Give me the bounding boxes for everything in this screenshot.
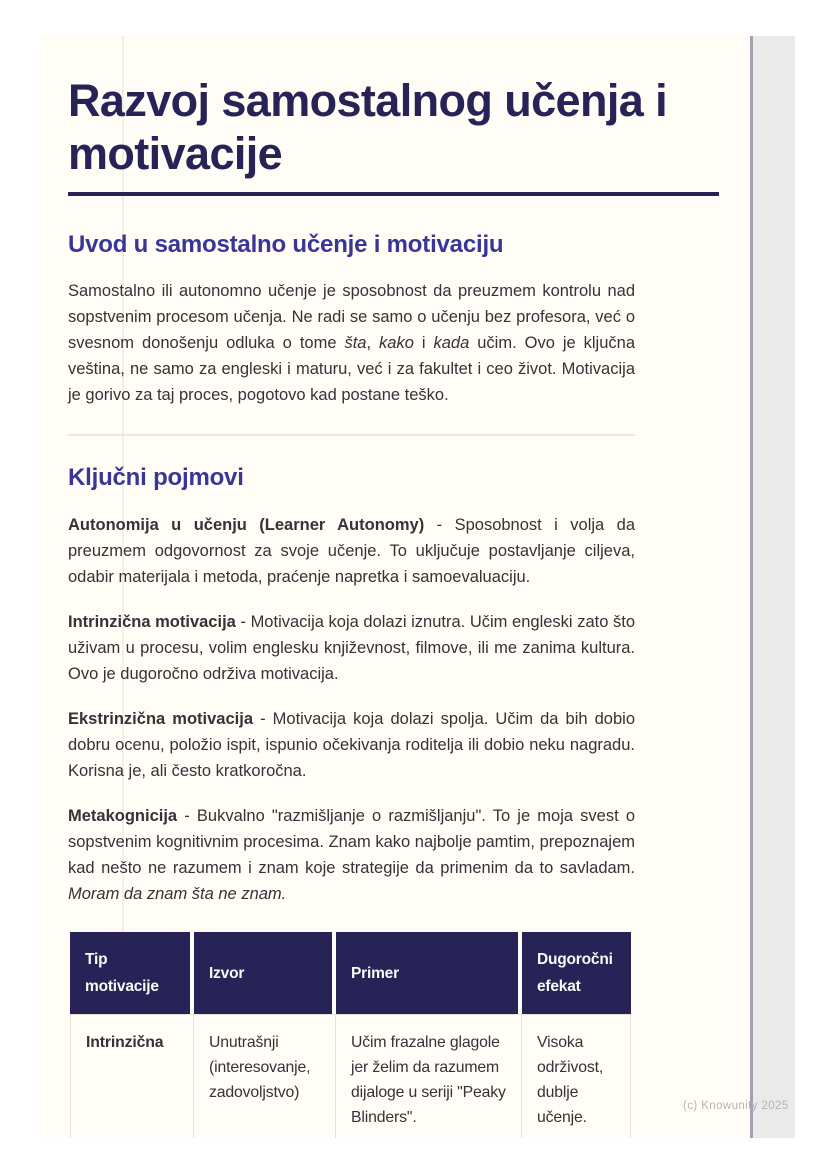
term-italic-note: Moram da znam šta ne znam.: [68, 885, 287, 903]
table-cell-primer: Učim frazalne glagole jer želim da razumem dijaloge u seriji "Peaky Blinders".: [336, 1014, 522, 1138]
term-name: Autonomija u učenju (Learner Autonomy): [68, 516, 425, 534]
table-cell-efekat: Visoka održivost, dublje učenje.: [522, 1014, 631, 1138]
intro-run: Samostalno ili autonomno učenje je sposobnost da preuzmem kontrolu nad sopstvenim procesom učenja. Ne radi se samo o učenju bez profesora, već o svesnom donošenju odluka o tome: [68, 282, 635, 352]
intro-run: učim. Ovo je ključna veština, ne samo za engleski i maturu, već i za fakultet i ceo život. Motivacija je gorivo za taj proces, pogotovo kad postane teško.: [68, 334, 635, 404]
table-header-tip-motivacije: Tip motivacije: [70, 932, 194, 1014]
term-paragraph-intrinzicna: [68, 609, 635, 687]
term-name: Intrinzična motivacija: [68, 613, 236, 631]
table-row: [70, 1014, 631, 1138]
title-underline-rule: [68, 192, 719, 196]
term-separator: -: [253, 710, 273, 728]
section-divider: [68, 434, 635, 436]
intro-paragraph: [68, 278, 635, 408]
term-separator: -: [235, 613, 251, 631]
term-separator: -: [177, 807, 197, 825]
term-definition: Bukvalno "razmišljanje o razmišljanju". To je moja svest o sopstvenim kognitivnim procesima. Znam kako najbolje pamtim, prepoznajem kad nešto ne razumem i znam koje strategije da primenim da to savladam.: [68, 807, 635, 877]
term-name: Metakognicija: [68, 807, 178, 825]
intro-run-italic: šta: [344, 334, 367, 352]
term-definition: Motivacija koja dolazi spolja. Učim da bih dobio dobru ocenu, položio ispit, ispunio očekivanja roditelja ili dobio neku nagradu. Korisna je, ali često kratkoročna.: [68, 710, 636, 780]
copyright-watermark: (c) Knowunity 2025: [683, 1100, 789, 1112]
intro-run: ,: [366, 334, 380, 352]
table-header-izvor: Izvor: [194, 932, 336, 1014]
motivation-table: [70, 932, 631, 1138]
section-heading-key-terms: Ključni pojmovi: [68, 464, 244, 491]
table-header-dugorocni-efekat: Dugoročni efekat: [522, 932, 631, 1014]
document-page: [40, 36, 750, 1138]
table-header-row: [70, 932, 631, 1014]
page-edge-strip: [750, 36, 795, 1138]
term-paragraph-metakognicija: [68, 803, 635, 907]
table-header-primer: Primer: [336, 932, 522, 1014]
term-paragraph-ekstrinzicna: [68, 706, 635, 784]
term-definition: Sposobnost i volja da preuzmem odgovornost za svoje učenje. To uključuje postavljanje ciljeva, odabir materijala i metoda, praćenje napretka i samoevaluaciju.: [68, 516, 636, 586]
term-separator: -: [424, 516, 455, 534]
table-cell-tip: Intrinzična: [70, 1014, 194, 1138]
page-title: Razvoj samostalnog učenja i motivacije: [68, 75, 667, 179]
intro-run-italic: kako: [379, 334, 414, 352]
term-paragraph-autonomija: [68, 512, 635, 590]
intro-run: i: [413, 334, 434, 352]
page-content: [40, 36, 750, 1138]
term-name: Ekstrinzična motivacija: [68, 710, 253, 728]
table-cell-izvor: Unutrašnji (interesovanje, zadovoljstvo): [194, 1014, 336, 1138]
intro-run-italic: kada: [433, 334, 470, 352]
term-definition: Motivacija koja dolazi iznutra. Učim engleski zato što uživam u procesu, volim englesku književnost, filmove, ili me zanima kultura. Ovo je dugoročno održiva motivacija.: [68, 613, 636, 683]
section-heading-intro: Uvod u samostalno učenje i motivaciju: [68, 231, 504, 258]
